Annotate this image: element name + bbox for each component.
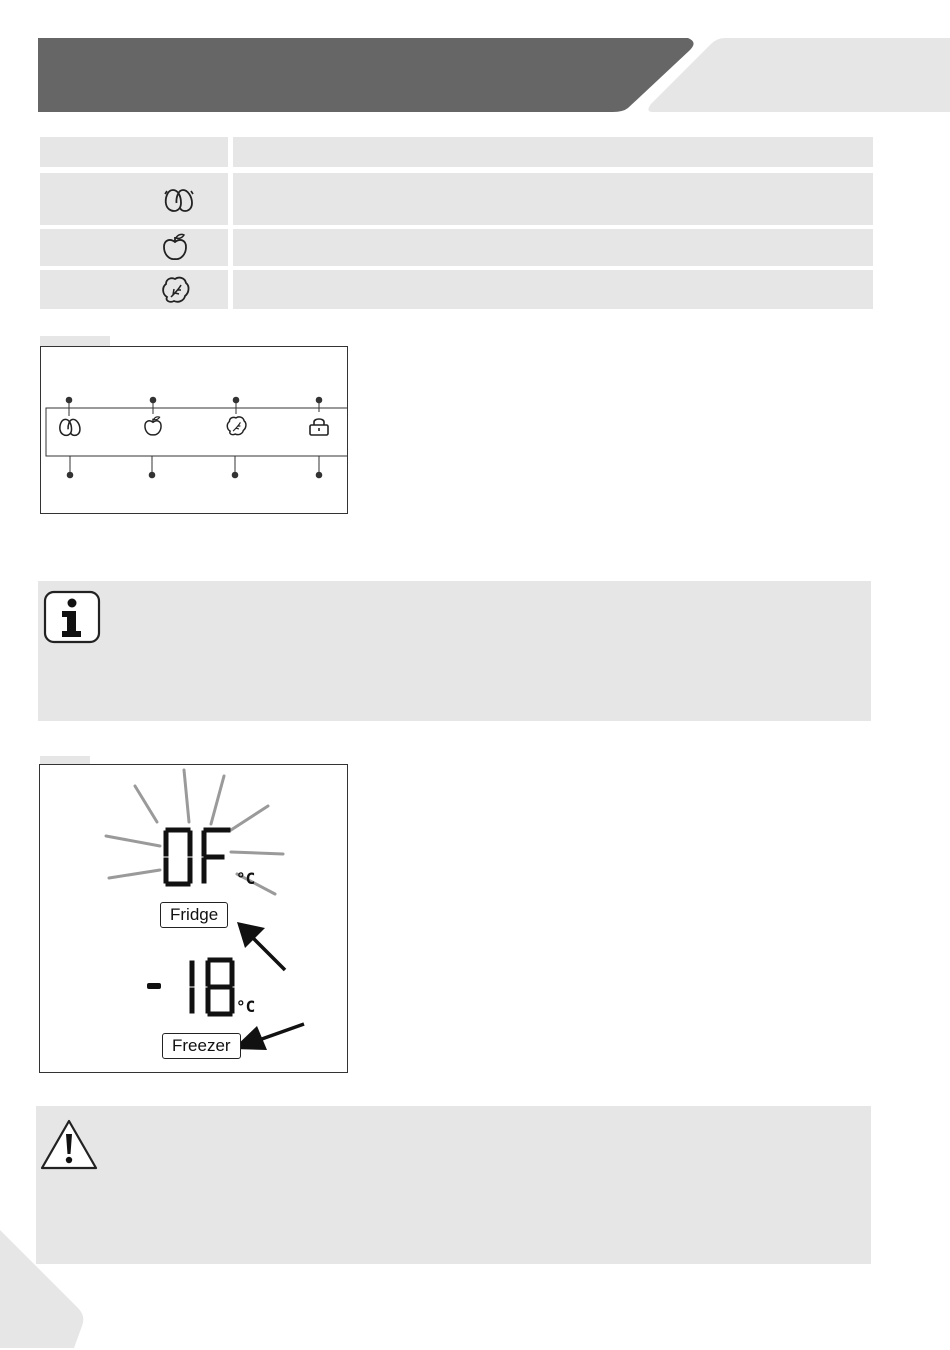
fridge-unit: °C [236, 869, 255, 888]
info-notice [38, 581, 871, 721]
freezer-label[interactable]: Freezer [162, 1033, 241, 1059]
table-row-lettuce-icon-cell [40, 270, 228, 309]
panel-apple-icon[interactable] [142, 415, 164, 437]
warning-notice [36, 1106, 871, 1264]
eggs-icon [162, 187, 196, 213]
freezer-reading-text [40, 765, 41, 766]
fridge-reading [160, 825, 240, 889]
freezer-arrow [233, 1024, 304, 1050]
freezer-unit: °C [236, 997, 255, 1016]
control-panel-figure [40, 346, 348, 514]
table-header-left [40, 137, 228, 167]
apple-icon [160, 232, 190, 262]
panel-eggs-icon[interactable] [57, 417, 83, 437]
panel-lock-icon[interactable] [308, 415, 330, 437]
control-panel-diagram [40, 346, 348, 514]
table-row-eggs-text-cell [233, 173, 873, 225]
header-tab [645, 38, 950, 112]
table-row-lettuce-text-cell [233, 270, 873, 309]
warning-icon [39, 1118, 99, 1172]
lettuce-icon [159, 275, 191, 305]
fridge-arrow [237, 922, 285, 970]
fridge-label[interactable]: Fridge [160, 902, 228, 928]
table-row-apple-text-cell [233, 229, 873, 266]
display-figure [39, 764, 348, 1073]
corner-tab [0, 1230, 90, 1350]
freezer-reading [180, 955, 240, 1019]
table-row-eggs-icon-cell [40, 173, 228, 225]
header-bar [38, 38, 698, 112]
table-row-apple-icon-cell [40, 229, 228, 266]
freezer-sign [147, 983, 161, 989]
info-icon [43, 590, 101, 644]
panel-lettuce-icon[interactable] [224, 415, 248, 437]
table-header-right [233, 137, 873, 167]
